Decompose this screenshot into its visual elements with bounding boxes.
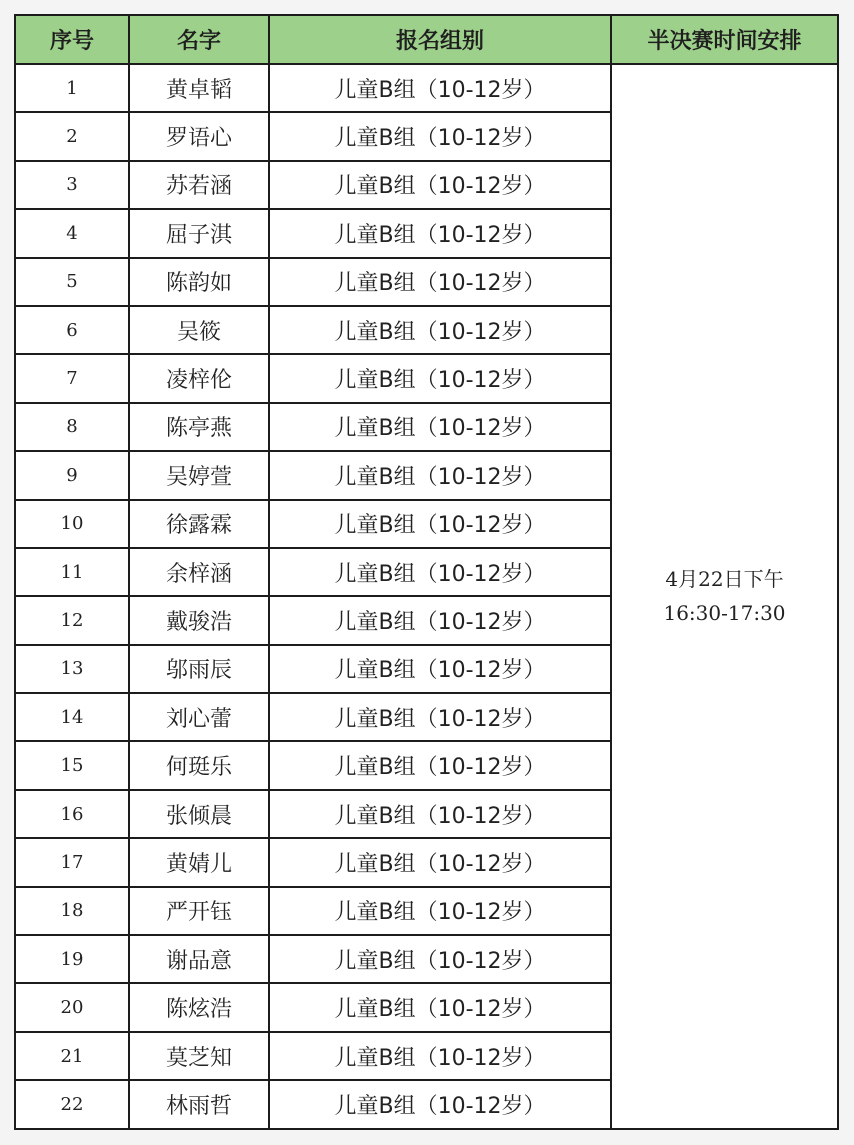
registration-group: 儿童B组（10-12岁） xyxy=(269,790,611,838)
registration-group: 儿童B组（10-12岁） xyxy=(269,209,611,257)
row-number: 3 xyxy=(15,161,129,209)
registration-group: 儿童B组（10-12岁） xyxy=(269,500,611,548)
row-number: 12 xyxy=(15,596,129,644)
registration-group: 儿童B组（10-12岁） xyxy=(269,596,611,644)
participant-name: 罗语心 xyxy=(129,112,269,160)
row-number: 13 xyxy=(15,645,129,693)
participant-name: 张倾晨 xyxy=(129,790,269,838)
registration-group: 儿童B组（10-12岁） xyxy=(269,983,611,1031)
participant-name: 严开钰 xyxy=(129,887,269,935)
semifinal-time: 16:30-17:30 xyxy=(663,601,786,626)
participant-name: 黄卓韬 xyxy=(129,64,269,112)
row-number: 10 xyxy=(15,500,129,548)
row-number: 8 xyxy=(15,403,129,451)
participant-name: 黄婧儿 xyxy=(129,838,269,886)
row-number: 20 xyxy=(15,983,129,1031)
row-number: 21 xyxy=(15,1032,129,1080)
row-number: 14 xyxy=(15,693,129,741)
row-number: 16 xyxy=(15,790,129,838)
row-number: 19 xyxy=(15,935,129,983)
registration-group: 儿童B组（10-12岁） xyxy=(269,693,611,741)
header-row xyxy=(15,15,838,64)
registration-group: 儿童B组（10-12岁） xyxy=(269,306,611,354)
registration-group: 儿童B组（10-12岁） xyxy=(269,1032,611,1080)
row-number: 1 xyxy=(15,64,129,112)
row-number: 15 xyxy=(15,741,129,789)
row-number: 18 xyxy=(15,887,129,935)
header-schedule: 半决赛时间安排 xyxy=(611,15,838,64)
row-number: 2 xyxy=(15,112,129,160)
participant-name: 余梓涵 xyxy=(129,548,269,596)
table-body xyxy=(15,64,838,1129)
participant-name: 莫芝知 xyxy=(129,1032,269,1080)
participant-name: 吴婷萱 xyxy=(129,451,269,499)
participant-name: 刘心蕾 xyxy=(129,693,269,741)
row-number: 7 xyxy=(15,354,129,402)
participant-name: 凌梓伦 xyxy=(129,354,269,402)
header-name: 名字 xyxy=(129,15,269,64)
registration-group: 儿童B组（10-12岁） xyxy=(269,112,611,160)
registration-group: 儿童B组（10-12岁） xyxy=(269,1080,611,1128)
semifinal-date: 4月22日下午 xyxy=(665,567,784,592)
participant-name: 苏若涵 xyxy=(129,161,269,209)
participant-name: 谢品意 xyxy=(129,935,269,983)
registration-group: 儿童B组（10-12岁） xyxy=(269,548,611,596)
participant-name: 徐露霖 xyxy=(129,500,269,548)
row-number: 6 xyxy=(15,306,129,354)
table-row xyxy=(15,64,838,112)
participant-name: 邬雨辰 xyxy=(129,645,269,693)
registration-group: 儿童B组（10-12岁） xyxy=(269,354,611,402)
semifinal-time-cell xyxy=(611,64,838,1129)
participant-name: 戴骏浩 xyxy=(129,596,269,644)
registration-group: 儿童B组（10-12岁） xyxy=(269,161,611,209)
participant-name: 吴筱 xyxy=(129,306,269,354)
participant-name: 陈韵如 xyxy=(129,258,269,306)
row-number: 4 xyxy=(15,209,129,257)
semifinal-schedule-table xyxy=(14,14,839,1130)
registration-group: 儿童B组（10-12岁） xyxy=(269,935,611,983)
registration-group: 儿童B组（10-12岁） xyxy=(269,645,611,693)
registration-group: 儿童B组（10-12岁） xyxy=(269,887,611,935)
row-number: 11 xyxy=(15,548,129,596)
participant-name: 陈炫浩 xyxy=(129,983,269,1031)
header-number: 序号 xyxy=(15,15,129,64)
header-group: 报名组别 xyxy=(269,15,611,64)
participant-name: 林雨哲 xyxy=(129,1080,269,1128)
participant-name: 屈子淇 xyxy=(129,209,269,257)
registration-group: 儿童B组（10-12岁） xyxy=(269,451,611,499)
row-number: 5 xyxy=(15,258,129,306)
row-number: 9 xyxy=(15,451,129,499)
row-number: 22 xyxy=(15,1080,129,1128)
registration-group: 儿童B组（10-12岁） xyxy=(269,838,611,886)
participant-name: 陈亭燕 xyxy=(129,403,269,451)
registration-group: 儿童B组（10-12岁） xyxy=(269,403,611,451)
participant-name: 何珽乐 xyxy=(129,741,269,789)
row-number: 17 xyxy=(15,838,129,886)
registration-group: 儿童B组（10-12岁） xyxy=(269,741,611,789)
registration-group: 儿童B组（10-12岁） xyxy=(269,64,611,112)
registration-group: 儿童B组（10-12岁） xyxy=(269,258,611,306)
